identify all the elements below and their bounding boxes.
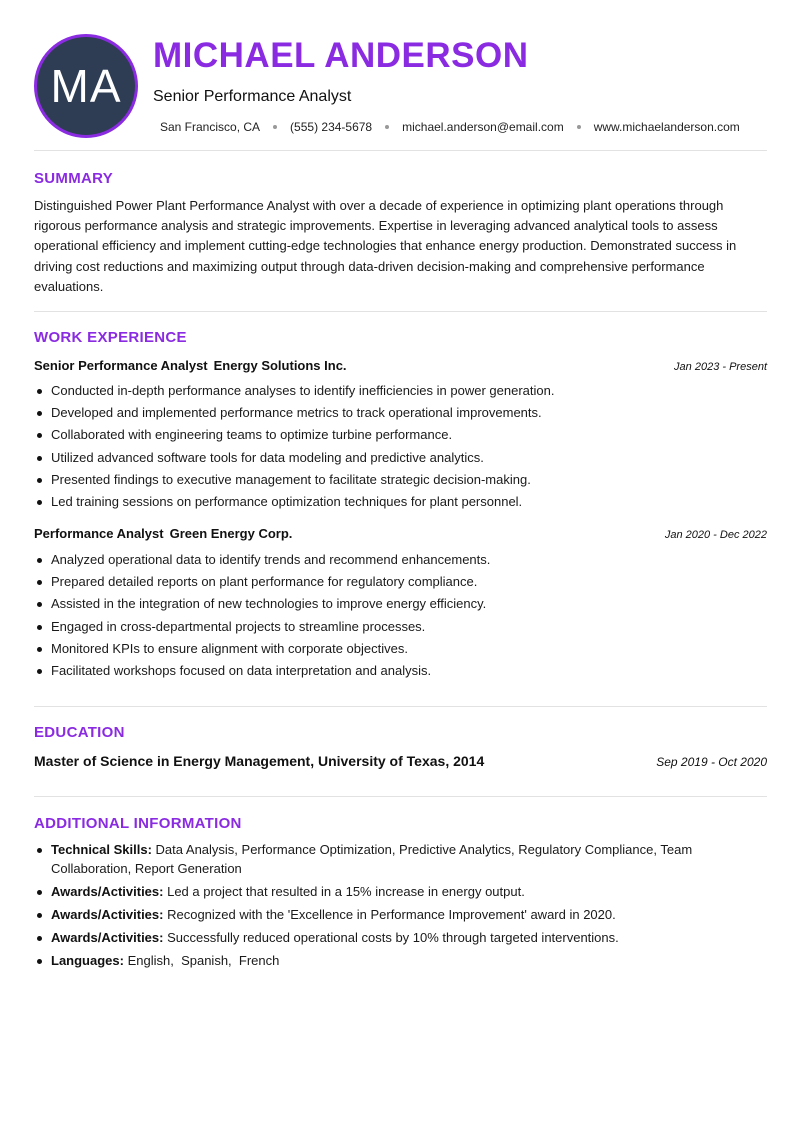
section-divider: [34, 150, 767, 151]
additional-text: Data Analysis, Performance Optimization, Predictive Analytics, Regulatory Compliance, Team Collaboration, Report Generation: [51, 842, 693, 876]
additional-item: [51, 929, 750, 948]
additional-item: [51, 883, 750, 902]
job-bullets: [51, 549, 767, 682]
additional-text: Recognized with the 'Excellence in Performance Improvement' award in 2020.: [167, 906, 616, 922]
section-divider: [34, 796, 767, 797]
summary-heading: SUMMARY: [34, 170, 114, 187]
education-heading: EDUCATION: [34, 724, 125, 741]
section-divider: [34, 706, 767, 707]
additional-label: Languages:: [51, 952, 124, 968]
job-header: [34, 526, 767, 541]
job-bullet: Facilitated workshops focused on data interpretation and analysis.: [51, 660, 767, 682]
job-bullet: Prepared detailed reports on plant performance for regulatory compliance.: [51, 571, 767, 593]
job-header: [34, 358, 767, 373]
additional-heading: ADDITIONAL INFORMATION: [34, 815, 242, 832]
job-bullets: [51, 380, 767, 513]
additional-item: [51, 952, 750, 971]
job-company: Energy Solutions Inc.: [213, 358, 347, 373]
job-bullet: Led training sessions on performance optimization techniques for plant personnel.: [51, 491, 767, 513]
job-bullet: Analyzed operational data to identify trends and recommend enhancements.: [51, 549, 767, 571]
contact-email[interactable]: michael.anderson@email.com: [402, 120, 564, 134]
resume-header: [0, 0, 800, 150]
additional-label: Technical Skills:: [51, 842, 152, 857]
job-dates: Jan 2023 - Present: [674, 361, 767, 373]
job-bullet: Presented findings to executive management to facilitate strategic decision-making.: [51, 469, 767, 491]
experience-heading: WORK EXPERIENCE: [34, 329, 187, 346]
job-bullet: Conducted in-depth performance analyses to identify inefficiencies in power generation.: [51, 380, 767, 402]
additional-label: Awards/Activities:: [51, 929, 164, 945]
contact-location: San Francisco, CA: [160, 120, 261, 134]
job-bullet: Developed and implemented performance metrics to track operational improvements.: [51, 402, 767, 424]
section-divider: [34, 311, 767, 312]
candidate-name: MICHAEL ANDERSON: [153, 36, 529, 75]
avatar-initials: MA: [50, 60, 122, 112]
additional-label: Awards/Activities:: [51, 906, 164, 922]
additional-item: [51, 841, 750, 878]
additional-text: English, Spanish, French: [127, 952, 280, 968]
job-company: Green Energy Corp.: [169, 526, 293, 541]
contact-phone: (555) 234-5678: [290, 120, 373, 134]
additional-text: Successfully reduced operational costs by 10% through targeted interventions.: [167, 929, 619, 945]
additional-list: [51, 841, 750, 975]
summary-text: Distinguished Power Plant Performance Analyst with over a decade of experience in optimizing plant operations through rigorous performance analysis and strategic improvements. Expertise in leveraging advanced analytical tools to assess operational efficiency and implement cutting-edge technologies that enhance energy production. Demonstrated success in driving cost reductions and maximizing output through data-driven decision-making and comprehensive performance evaluations.: [34, 198, 737, 294]
separator-dot: [385, 125, 389, 129]
education-dates: Sep 2019 - Oct 2020: [656, 755, 767, 769]
education-degree: Master of Science in Energy Management, University of Texas, 2014: [34, 753, 485, 769]
additional-text: Led a project that resulted in a 15% increase in energy output.: [167, 883, 525, 899]
job-bullet: Collaborated with engineering teams to optimize turbine performance.: [51, 424, 767, 446]
job-bullet: Utilized advanced software tools for data modeling and predictive analytics.: [51, 447, 767, 469]
job-title-line: [34, 358, 347, 373]
additional-item: [51, 906, 750, 925]
contact-bar: [160, 120, 767, 134]
job-dates: Jan 2020 - Dec 2022: [664, 529, 767, 541]
separator-dot: [577, 125, 581, 129]
job-bullet: Monitored KPIs to ensure alignment with corporate objectives.: [51, 638, 767, 660]
candidate-headline: Senior Performance Analyst: [153, 88, 352, 105]
education-entry: [34, 753, 767, 769]
job-title-line: [34, 526, 292, 541]
avatar: [34, 34, 138, 138]
separator-dot: [273, 125, 277, 129]
job-role: Performance Analyst: [34, 526, 164, 541]
job-bullet: Engaged in cross-departmental projects to streamline processes.: [51, 616, 767, 638]
job-bullet: Assisted in the integration of new technologies to improve energy efficiency.: [51, 593, 767, 615]
additional-label: Awards/Activities:: [51, 883, 164, 899]
contact-website[interactable]: www.michaelanderson.com: [593, 120, 740, 134]
job-role: Senior Performance Analyst: [34, 358, 208, 373]
